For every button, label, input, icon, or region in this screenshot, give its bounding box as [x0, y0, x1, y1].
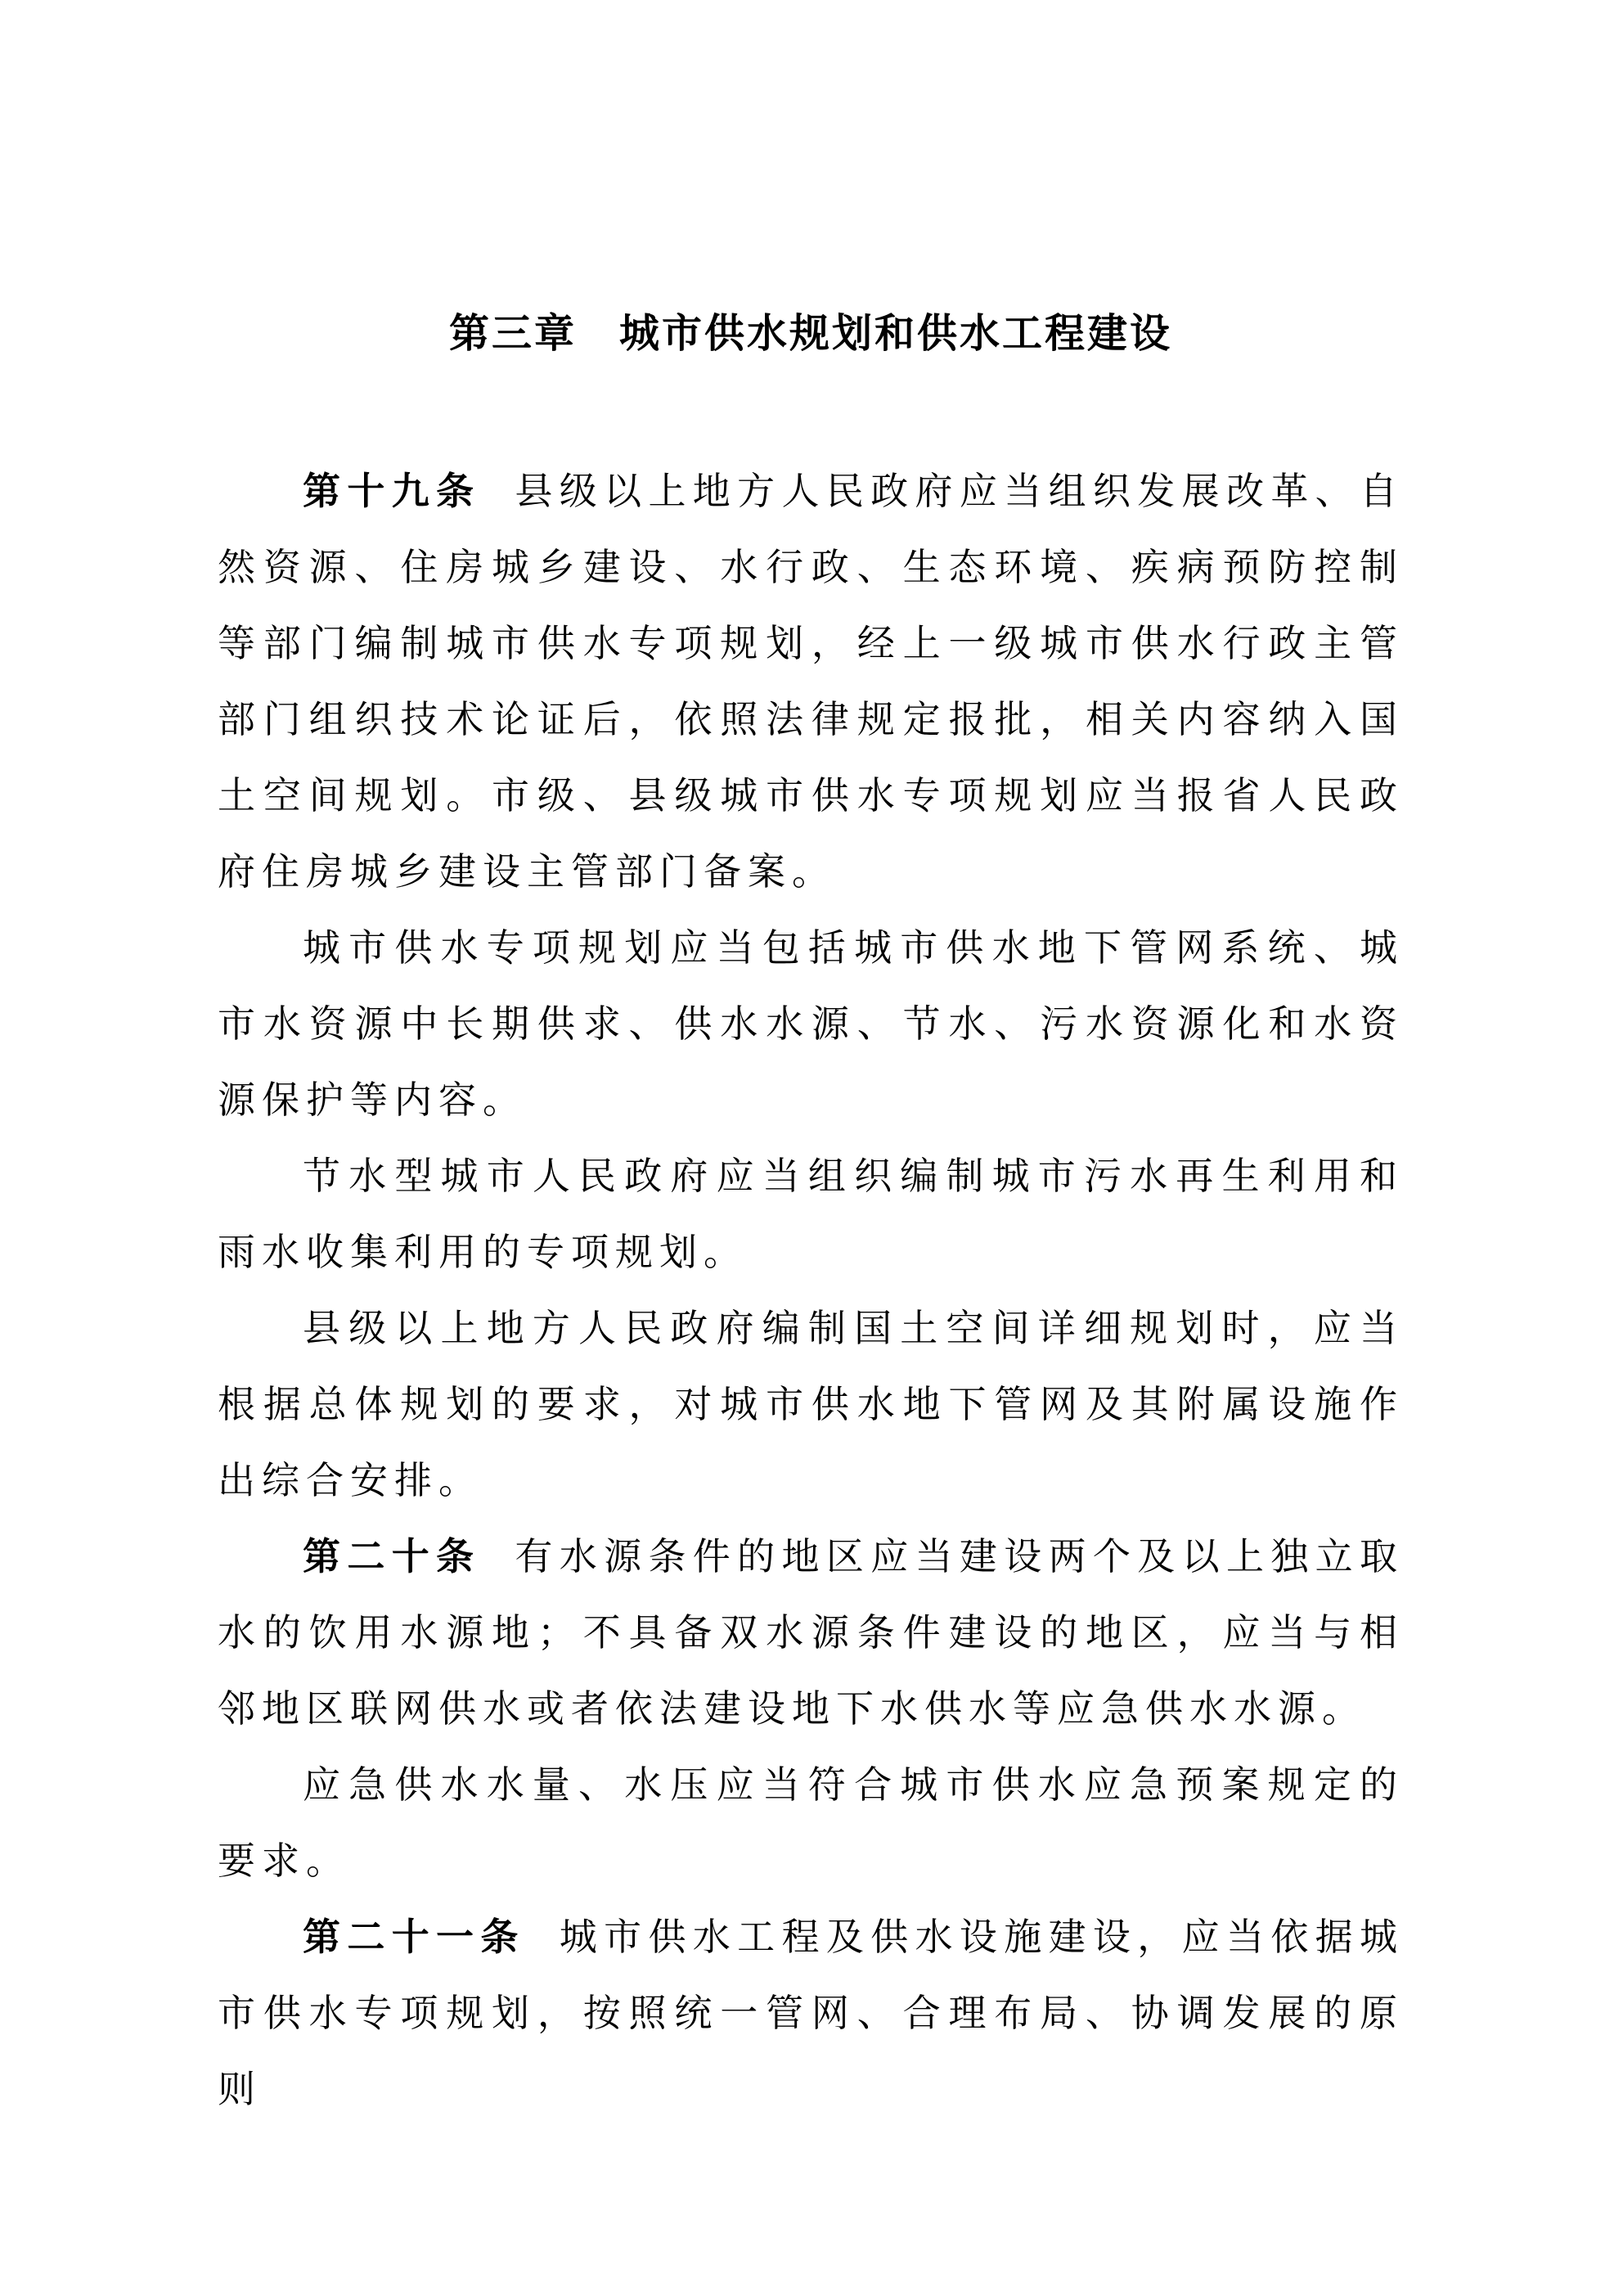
- paragraph: [218, 910, 1404, 1138]
- paragraph-text: 有水源条件的地区应当建设两个及以上独立取水的饮用水源地；不具备双水源条件建设的地区，应当与相邻地区联网供水或者依法建设地下水供水等应急供水水源。: [218, 1536, 1405, 1730]
- paragraph-text: 应急供水水量、水压应当符合城市供水应急预案规定的要求。: [218, 1764, 1404, 1882]
- paragraph: [218, 453, 1404, 910]
- paragraph-text: 城市供水工程及供水设施建设，应当依据城市供水专项规划，按照统一管网、合理布局、协调发展的原则: [218, 1916, 1405, 2110]
- paragraph-text: 县级以上地方人民政府编制国土空间详细规划时，应当根据总体规划的要求，对城市供水地下管网及其附属设施作出综合安排。: [218, 1308, 1404, 1501]
- article-number-label: 第二十条: [303, 1535, 481, 1578]
- paragraph-text: 节水型城市人民政府应当组织编制城市污水再生利用和雨水收集利用的专项规划。: [218, 1155, 1404, 1273]
- article-number-label: 第二十一条: [303, 1916, 525, 1958]
- paragraph: [218, 1290, 1404, 1519]
- paragraph: [218, 1747, 1404, 1899]
- paragraph-text: 城市供水专项规划应当包括城市供水地下管网系统、城市水资源中长期供求、供水水源、节水、污水资源化和水资源保护等内容。: [218, 927, 1404, 1121]
- chapter-title: 第三章 城市供水规划和供水工程建设: [448, 312, 1172, 356]
- document-body: [218, 453, 1404, 2127]
- article-number-label: 第十九条: [303, 470, 481, 512]
- paragraph: [218, 1899, 1404, 2127]
- paragraph: [218, 1519, 1404, 1747]
- paragraph-text: 县级以上地方人民政府应当组织发展改革、自然资源、住房城乡建设、水行政、生态环境、疾病预防控制等部门编制城市供水专项规划，经上一级城市供水行政主管部门组织技术论证后，依照法律规定报批，相关内容纳入国土空间规划。市级、县级城市供水专项规划应当报省人民政府住房城乡建设主管部门备案。: [218, 470, 1405, 893]
- paragraph: [218, 1138, 1404, 1290]
